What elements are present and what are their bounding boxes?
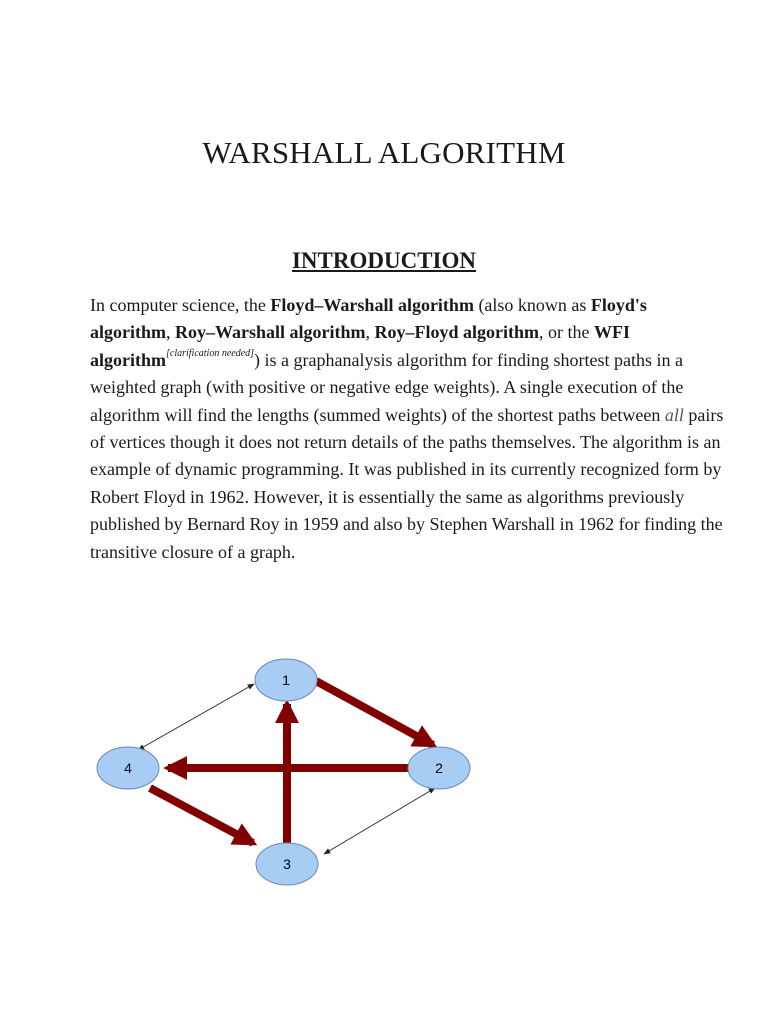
edge-4-to-3 [150,788,253,843]
section-heading-introduction: INTRODUCTION [291,248,477,273]
citation-clarification-needed[interactable]: [clarification needed] [166,347,255,359]
term-roy-floyd: Roy–Floyd algorithm [374,322,540,343]
intro-paragraph [90,292,730,566]
node-label: 1 [282,672,290,688]
emphasis-all: all [664,404,684,425]
intro-text: pairs of vertices though it does not return details of the paths themselves. The algorithm is an example of dynamic programming. It was published in its currently recognized form by Robert Floyd in 1962. However, it is essentially the same as algorithms previously published by Bernard Roy in 1959 and also by Stephen Warshall in 1962 for finding the transitive closure of a graph. [90,404,724,562]
intro-separator: , [365,322,375,343]
node-label: 3 [283,856,291,872]
graph-diagram [90,648,490,898]
graph-node-4 [97,747,159,789]
intro-text: ) is a graphanalysis algorithm for finding shortest paths in a weighted graph (with positive or negative edge weights). A single execution of the algorithm will find the lengths (summed weights) of the shortest paths between [90,349,684,425]
intro-text: In computer science, the [90,295,271,315]
graph-node-2 [408,747,470,789]
edge-2-3-thin [324,788,435,854]
page-title: WARSHALL ALGORITHM [202,135,566,170]
term-roy-warshall: Roy–Warshall algorithm [175,322,366,343]
node-label: 2 [435,760,443,776]
edge-1-to-2 [316,681,433,745]
term-wfi: WFI algorithm [90,322,630,370]
intro-text: (also known as [473,295,591,315]
intro-separator: , [166,322,175,343]
term-floyds-algorithm: Floyd's algorithm [90,295,647,343]
term-floyd-warshall: Floyd–Warshall algorithm [270,295,474,315]
graph-node-1 [255,659,317,701]
graph-node-3 [256,843,318,885]
edge-1-4-thin [138,684,254,750]
node-label: 4 [124,760,132,776]
intro-text: , or the [539,322,594,343]
